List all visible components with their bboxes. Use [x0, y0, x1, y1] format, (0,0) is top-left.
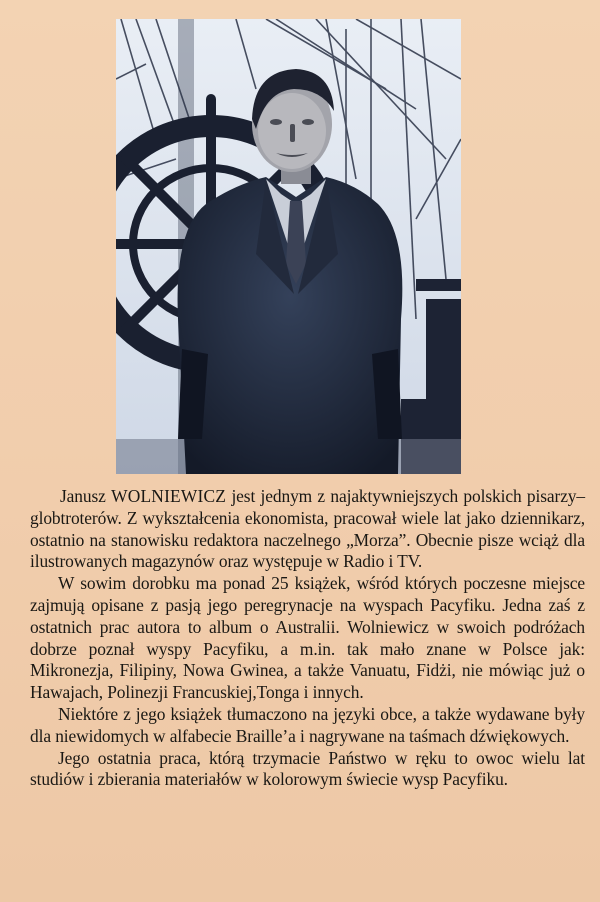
author-portrait-illustration [116, 19, 461, 474]
author-first-name: Janusz [60, 486, 106, 506]
author-last-name: WOLNIEWICZ [111, 486, 227, 506]
bio-paragraph-4: Jego ostatnia praca, którą trzymacie Państwo w ręku to owoc wielu lat studiów i zbierania materiałów w kolorowym świecie wysp Pacyfiku. [30, 747, 585, 790]
bio-paragraph-3: Niektóre z jego książek tłumaczono na języki obce, a także wydawane były dla niewidomych w alfabecie Braille’a i nagrywane na taśmach dźwiękowych. [30, 703, 585, 746]
bio-paragraph-1 [30, 486, 585, 573]
bio-paragraph-2: W sowim dorobku ma ponad 25 książek, wśród których poczesne miejsce zajmują opisane z pasją jego peregrynacje na wyspach Pacyfiku. Jedna zaś z ostatnich prac autora to album o Australii. Wolniewicz w swoich podróżach dobrze poznał wyspy Pacyfiku, a m.in. tak mało znane w Polsce jak: Mikronezja, Filipiny, Nowa Gwinea, a także Vanuatu, Fidżi, nie mówiąc już o Hawajach, Polinezji Francuskiej,Tonga i innych. [30, 573, 585, 703]
bio-paragraph-1-text: jest jednym z najaktywniejszych polskich pisarzy–globtroterów. Z wykształcenia ekonomista, pracował wiele lat jako dziennikarz, ostatnio na stanowisku redaktora naczelnego „Morza”. Obecnie pisze wciąż dla ilustrowanych magazynów oraz występuje w Radio i TV. [30, 486, 586, 572]
author-portrait-photo [116, 19, 461, 474]
author-biography [30, 486, 585, 791]
